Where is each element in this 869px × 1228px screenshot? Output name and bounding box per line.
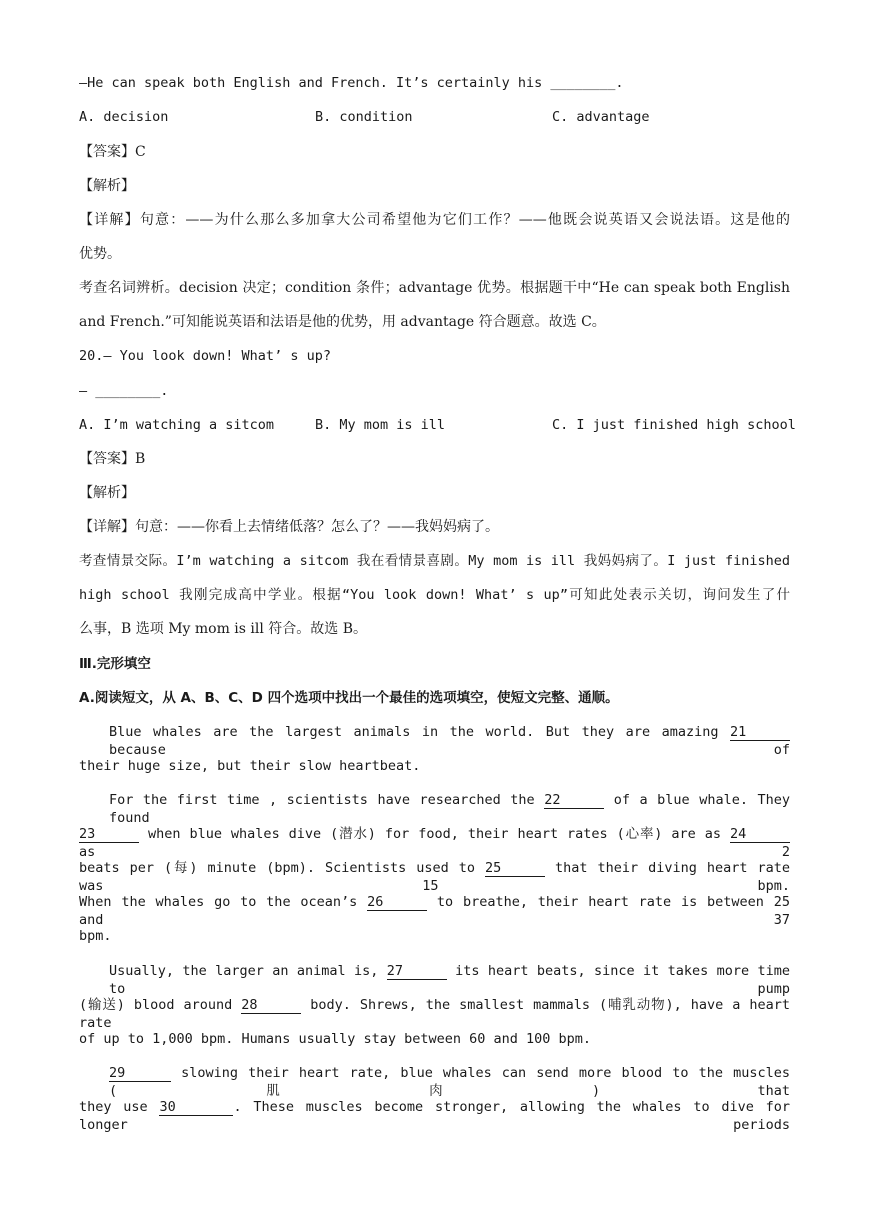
passage-text: as 2 <box>79 844 790 860</box>
q19-explain-line-1: 考查名词辨析。decision 决定；condition 条件；advantage 优势。根据题干中“He can speak both English <box>79 280 790 296</box>
passage-text: they use <box>79 1099 148 1115</box>
passage-text: when blue whales dive (潜水) for food, their heart rates (心率) are as <box>147 826 722 842</box>
blank-22: 22 <box>544 793 604 809</box>
passage-text: that their diving heart rate was 15 bpm. <box>79 860 790 894</box>
q20-option-b: B. My mom is ill <box>315 417 446 433</box>
section-title: Ⅲ.完形填空 <box>79 656 151 672</box>
blank-28: 28 <box>241 998 301 1014</box>
passage-text: of a blue whale. They found <box>109 792 790 826</box>
passage-line: bpm. <box>79 928 112 944</box>
q19-stem: —He can speak both English and French. It’s certainly his ________. <box>79 75 624 91</box>
passage-line <box>109 791 790 827</box>
passage-text: When the whales go to the ocean’s <box>79 894 358 910</box>
q20-answer: 【答案】B <box>79 451 146 467</box>
passage-line <box>109 962 790 998</box>
blank-26: 26 <box>367 895 427 911</box>
passage-text: . These muscles become stronger, allowing the whales to dive for longer periods <box>79 1099 791 1133</box>
q20-detail: 【详解】句意：——你看上去情绪低落？怎么了？——我妈妈病了。 <box>79 519 499 535</box>
passage-text: Blue whales are the largest animals in the world. But they are amazing <box>109 724 719 740</box>
passage-text: to breathe, their heart rate is between 25 and 37 <box>79 894 790 928</box>
passage-line <box>79 996 790 1032</box>
blank-21: 21 <box>730 725 790 741</box>
q19-explain-line-2: and French.”可知能说英语和法语是他的优势，用 advantage 符合题意。故选 C。 <box>79 314 606 330</box>
passage-line <box>79 859 790 895</box>
passage-line <box>79 1098 790 1134</box>
section-instruction: A.阅读短文，从 A、B、C、D 四个选项中找出一个最佳的选项填空，使短文完整、通顺。 <box>79 690 619 706</box>
passage-text: body. Shrews, the smallest mammals (哺乳动物), have a heart rate <box>79 997 790 1031</box>
passage-text: For the first time , scientists have researched the <box>109 792 535 808</box>
blank-30: 30 <box>159 1100 233 1116</box>
passage-text: beats per (每) minute (bpm). Scientists used to <box>79 860 475 876</box>
q20-option-c: C. I just finished high school <box>552 417 796 433</box>
q19-option-b: B. condition <box>315 109 413 125</box>
blank-29: 29 <box>109 1066 171 1082</box>
passage-line <box>79 893 790 929</box>
passage-text: because of <box>109 742 790 758</box>
passage-line <box>79 825 790 861</box>
passage-line: their huge size, but their slow heartbeat. <box>79 758 421 774</box>
q20-explain-line-3: 么事，B 选项 My mom is ill 符合。故选 B。 <box>79 621 368 637</box>
q20-stem: 20.— You look down! What’ s up? <box>79 348 331 364</box>
passage-line <box>109 723 790 759</box>
passage-text: slowing their heart rate, blue whales can send more blood to the muscles (肌肉) that <box>109 1065 790 1099</box>
q20-option-a: A. I’m watching a sitcom <box>79 417 275 433</box>
passage-text: Usually, the larger an animal is, <box>109 963 379 979</box>
q20-blank-line: — ________. <box>79 383 169 399</box>
passage-text: its heart beats, since it takes more time to pump <box>109 963 790 997</box>
q20-analysis-label: 【解析】 <box>79 485 135 501</box>
passage-text: (输送) blood around <box>79 997 233 1013</box>
q19-analysis-label: 【解析】 <box>79 178 135 194</box>
passage-line <box>109 1064 790 1100</box>
blank-24: 24 <box>730 827 790 843</box>
q19-detail-line-1: 【详解】句意：——为什么那么多加拿大公司希望他为它们工作？——他既会说英语又会说法语。这是他的 <box>79 212 790 228</box>
passage-line: of up to 1,000 bpm. Humans usually stay between 60 and 100 bpm. <box>79 1031 592 1047</box>
q20-explain-line-1: 考查情景交际。I’m watching a sitcom 我在看情景喜剧。My mom is ill 我妈妈病了。I just finished <box>79 553 790 569</box>
q19-option-c: C. advantage <box>552 109 650 125</box>
blank-27: 27 <box>387 964 447 980</box>
q19-answer: 【答案】C <box>79 144 146 160</box>
q19-option-a: A. decision <box>79 109 169 125</box>
blank-23: 23 <box>79 827 139 843</box>
q20-explain-line-2: high school 我刚完成高中学业。根据“You look down! What’ s up”可知此处表示关切，询问发生了什 <box>79 587 790 603</box>
q19-detail-line-2: 优势。 <box>79 246 121 262</box>
blank-25: 25 <box>485 861 545 877</box>
